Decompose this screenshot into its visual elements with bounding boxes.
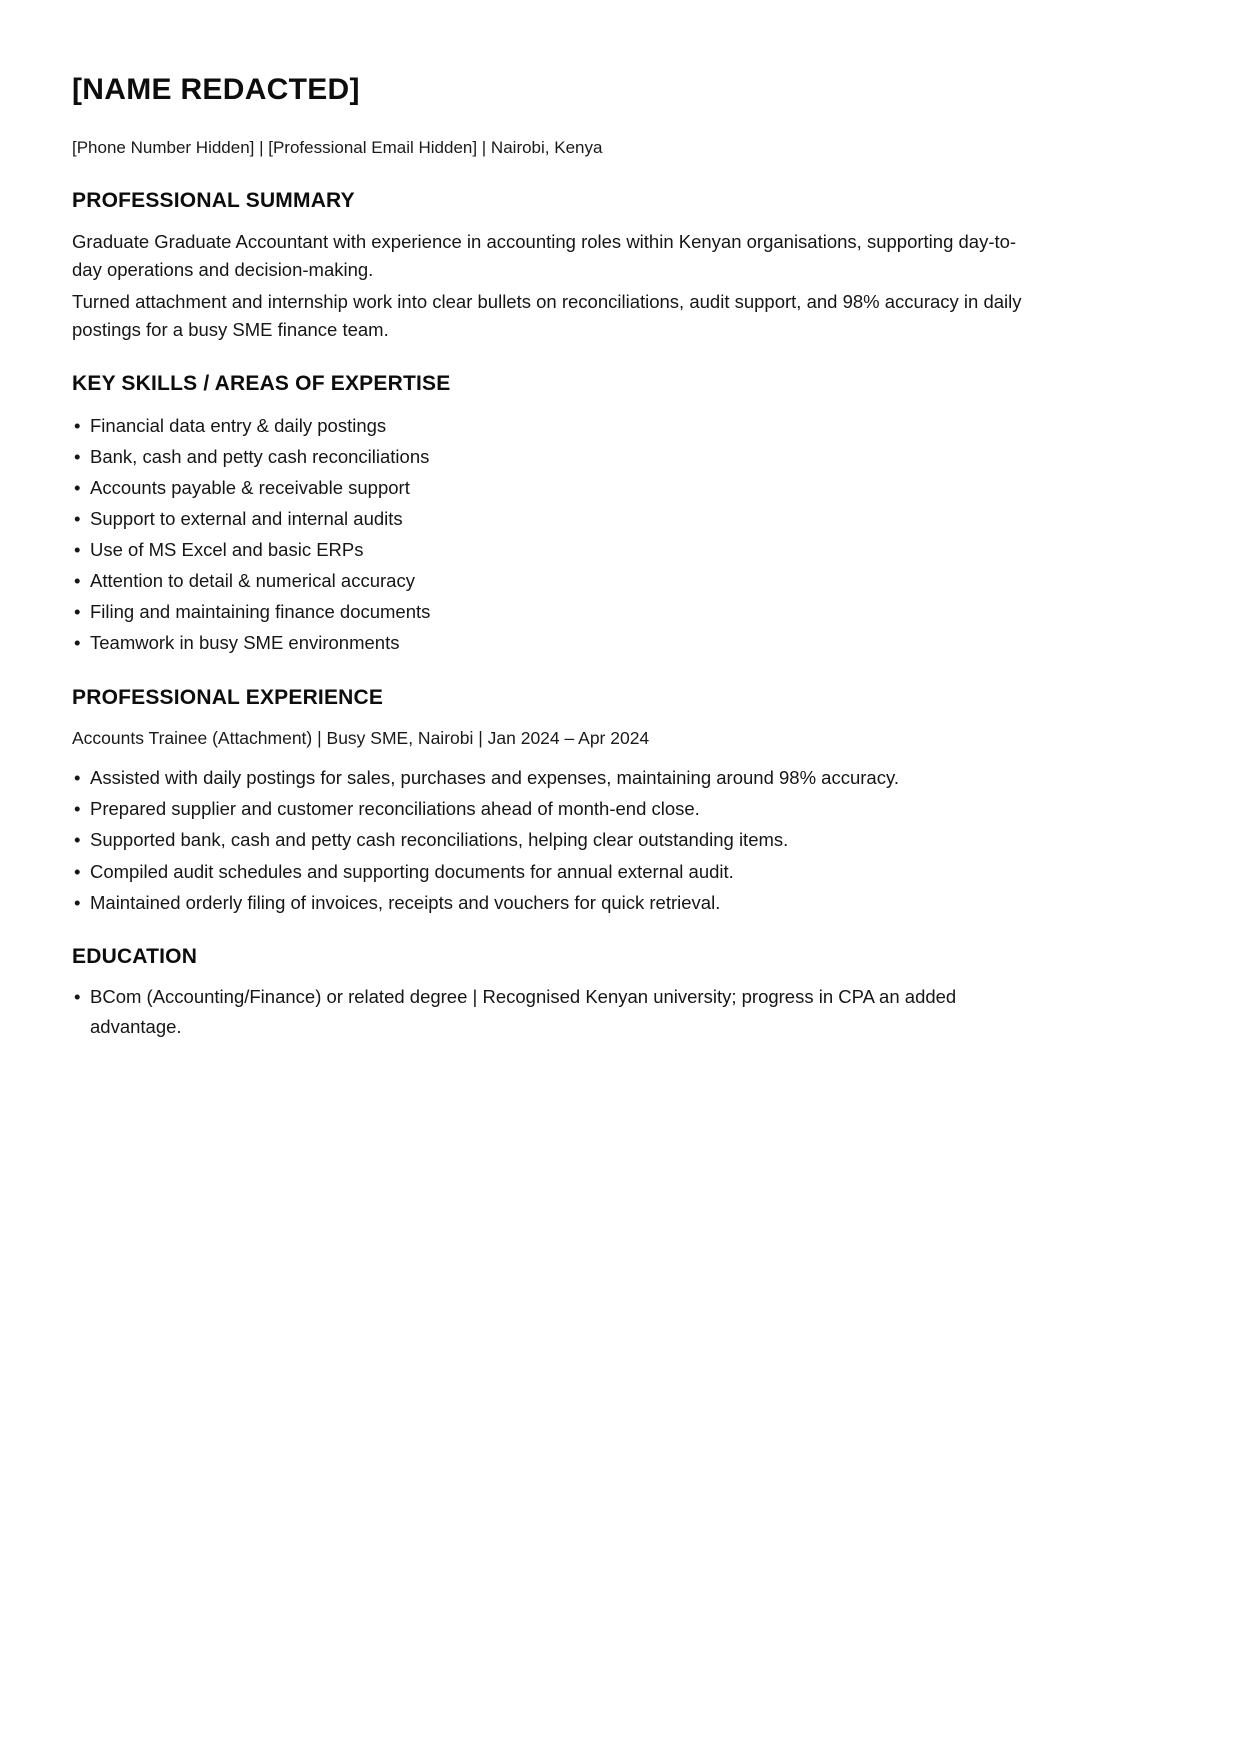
list-item: • Supported bank, cash and petty cash reconciliations, helping clear outstanding items. bbox=[72, 825, 1032, 854]
list-item: • Financial data entry & daily postings bbox=[72, 410, 1032, 441]
list-item: • Compiled audit schedules and supporting documents for annual external audit. bbox=[72, 857, 1032, 886]
experience-role-title: Accounts Trainee (Attachment) | Busy SME, Nairobi | Jan 2024 – Apr 2024 bbox=[72, 727, 650, 748]
summary-paragraph: Turned attachment and internship work into clear bullets on reconciliations, audit support, and 98% accuracy in daily postings for a busy SME finance team. bbox=[72, 291, 1022, 341]
contact-line: [Phone Number Hidden] | [Professional Email Hidden] | Nairobi, Kenya bbox=[72, 138, 603, 157]
list-item: • Use of MS Excel and basic ERPs bbox=[72, 534, 1032, 565]
list-item: • Filing and maintaining finance documents bbox=[72, 596, 1032, 627]
resume-body bbox=[72, 72, 1032, 1041]
list-item: • Assisted with daily postings for sales, purchases and expenses, maintaining around 98% accuracy. bbox=[72, 763, 1032, 792]
section-heading-education: EDUCATION bbox=[72, 945, 198, 969]
section-heading-key-skills: KEY SKILLS / AREAS OF EXPERTISE bbox=[72, 372, 451, 396]
list-item: • BCom (Accounting/Finance) or related degree | Recognised Kenyan university; progress in CPA an added advantage. bbox=[72, 982, 1032, 1040]
list-item: • Accounts payable & receivable support bbox=[72, 472, 1032, 503]
list-item: • Maintained orderly filing of invoices, receipts and vouchers for quick retrieval. bbox=[72, 888, 1032, 917]
summary-paragraph: Graduate Graduate Accountant with experience in accounting roles within Kenyan organisations, supporting day-to-day operations and decision-making. bbox=[72, 230, 1017, 281]
list-item: • Teamwork in busy SME environments bbox=[72, 627, 1032, 658]
section-heading-professional-experience: PROFESSIONAL EXPERIENCE bbox=[72, 686, 384, 710]
list-item: • Attention to detail & numerical accuracy bbox=[72, 565, 1032, 596]
list-item: • Support to external and internal audits bbox=[72, 503, 1032, 534]
list-item: • Bank, cash and petty cash reconciliations bbox=[72, 441, 1032, 472]
education-list bbox=[72, 982, 1032, 1040]
skills-list bbox=[72, 410, 1032, 659]
candidate-name: [NAME REDACTED] bbox=[72, 73, 360, 106]
experience-bullets bbox=[72, 763, 1032, 917]
list-item: • Prepared supplier and customer reconciliations ahead of month-end close. bbox=[72, 794, 1032, 823]
section-heading-professional-summary: PROFESSIONAL SUMMARY bbox=[72, 188, 355, 212]
